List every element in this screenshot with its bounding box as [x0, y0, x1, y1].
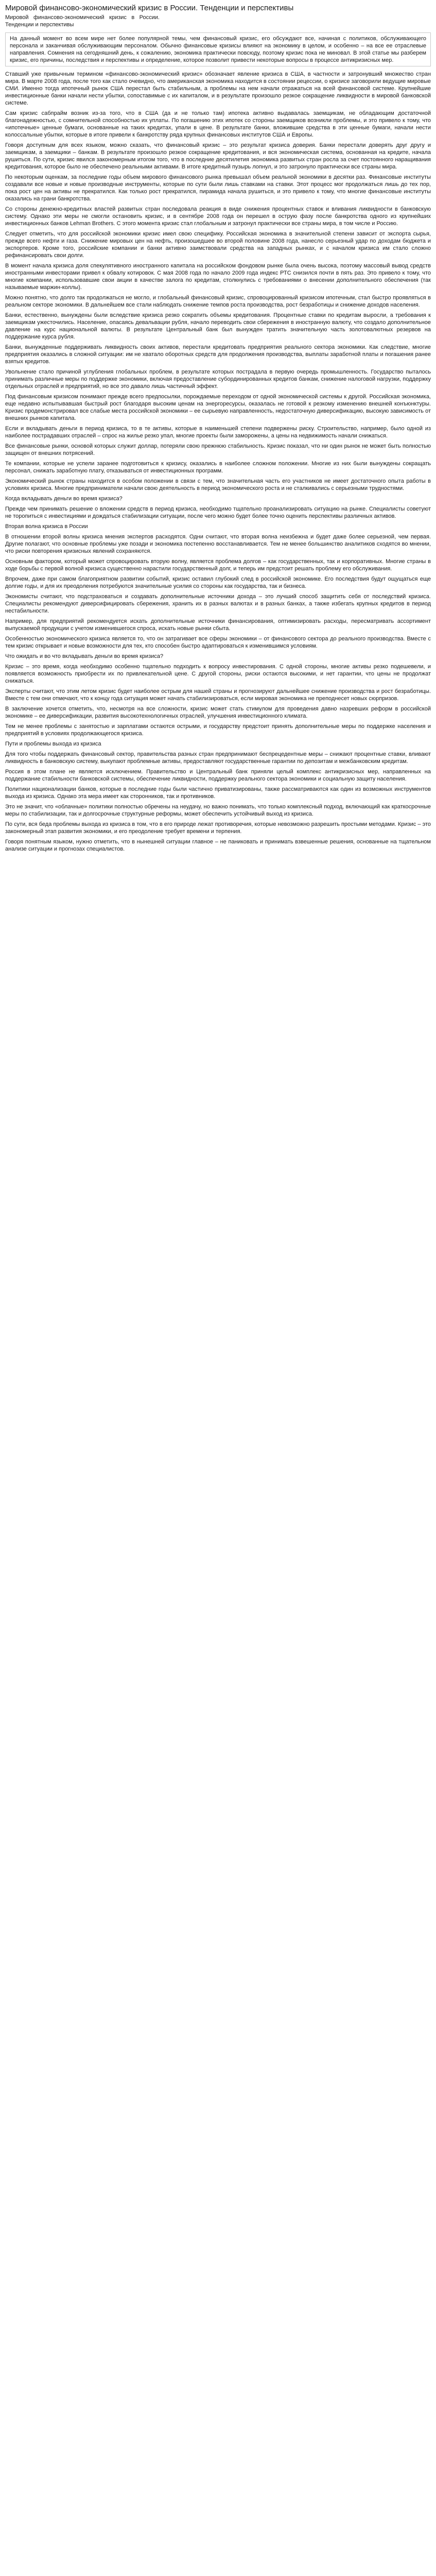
article-paragraph: Если и вкладывать деньги в период кризиса, то в те активы, которые в наименьшей степени подвержены риску. Строительство, например, было одной из наиболее пострадавших отраслей – спрос на жилье резко упал, многие проекты были заморожены, а цены на недвижимость начали снижаться. [5, 426, 431, 439]
article-paragraph: Впрочем, даже при самом благоприятном развитии событий, кризис оставил глубокий след в российской экономике. Его последствия будут ощущаться еще долгие годы, и для их преодоления потребуются значительные усилия со стороны как государства, так и бизнеса. [5, 576, 431, 589]
article-paragraph: В момент начала кризиса доля спекулятивного иностранного капитала на российском фондовом рынке была очень высока, поэтому массовый вывод средств иностранными инвесторами привел к обвалу котировок. С мая 2008 года по начало 2009 года индекс РТС снизился почти в пять раз. Это привело к тому, что многие компании, использовавшие свои акции в качестве залога по кредитам, столкнулись с требованиями о внесении дополнительного обеспечения (так называемые маржин-коллы). [5, 263, 431, 291]
article-paragraph: Прежде чем принимать решение о вложении средств в период кризиса, необходимо тщательно проанализировать ситуацию на рынке. Специалисты советуют не торопиться с инвестициями и дождаться стабилизации ситуации, после чего можно будет более точно оценить перспективы различных активов. [5, 506, 431, 519]
article-paragraph: Кризис – это время, когда необходимо особенно тщательно подходить к вопросу инвестирования. С одной стороны, многие активы резко подешевели, и появляется возможность приобрести их по привлекательной цене. С другой стороны, риски остаются высокими, и нет гарантии, что цены не продолжат снижаться. [5, 664, 431, 684]
article-paragraph: Тем не менее проблемы с занятостью и зарплатами остаются острыми, и государству предстоит принять дополнительные меры по поддержке населения и предприятий в условиях продолжающегося кризиса. [5, 723, 431, 737]
article-paragraph: По сути, вся беда проблемы выхода из кризиса в том, что в его природе лежат противоречия, которые невозможно разрешить простыми методами. Кризис – это закономерный этап развития экономики, и его преодоление требует времени и терпения. [5, 821, 431, 835]
breadcrumb[interactable]: Мировой финансово-экономический кризис в России. Тенденции и перспективы [5, 14, 160, 28]
page [0, 0, 436, 866]
article-paragraph: В отношении второй волны кризиса мнения экспертов расходятся. Одни считают, что вторая волна неизбежна и будет даже более серьезной, чем первая. Другие полагают, что основные проблемы уже позади и экономика постепенно восстанавливается. Тем не менее большинство аналитиков сходятся во мнении, что риски повторения кризисных явлений сохраняются. [5, 534, 431, 554]
article-paragraph: Это не значит, что «облачные» политики полностью обречены на неудачу, но важно понимать, что только комплексный подход, включающий как краткосрочные меры по стабилизации, так и долгосрочные структурные реформы, может обеспечить устойчивый выход из кризиса. [5, 804, 431, 817]
article-body [5, 71, 431, 853]
article-paragraph: Можно понятно, что долго так продолжаться не могло, и глобальный финансовый кризис, спровоцированный кризисом ипотечным, стал быстро проявляться в реальном секторе экономики. В дальнейшем все стали наблюдать снижение темпов роста производства, рост безработицы и снижение доходов населения. [5, 295, 431, 308]
article-paragraph: По некоторым оценкам, за последние годы объем мирового финансового рынка превышал объем реальной экономики в десятки раз. Финансовые институты создавали все новые и новые производные инструменты, которые по сути были лишь ставками на ставки. Этот процесс мог продолжаться лишь до тех пор, пока рост цен на активы не прекратился. Как только рост прекратился, пирамида начала рушиться, и это привело к тому, что многие финансовые институты оказались на грани банкротства. [5, 174, 431, 202]
lead-box [5, 32, 431, 66]
article-paragraph: Увольнение стало причиной углубления глобальных проблем, в результате которых пострадала в первую очередь промышленность. Государство пыталось принимать различные меры по поддержке экономики, включая предоставление субординированных кредитов банкам, снижение налоговой нагрузки, поддержку отдельных отраслей и предприятий, но все это давало лишь частичный эффект. [5, 369, 431, 389]
article-paragraph: Говоря понятным языком, нужно отметить, что в нынешней ситуации главное – не паниковать и принимать взвешенные решения, основанные на тщательном анализе ситуации и прогнозах специалистов. [5, 839, 431, 852]
article-paragraph: Со стороны денежно-кредитных властей развитых стран последовала реакция в виде снижения процентных ставок и вливания ликвидности в банковскую систему. Однако эти меры не смогли остановить кризис, и в сентябре 2008 года он перешел в острую фазу после банкротства одного из крупнейших инвестиционных банков Lehman Brothers. С этого момента кризис стал глобальным и затронул практически все страны мира, в том числе и Россию. [5, 206, 431, 227]
section-subheading: Вторая волна кризиса в России [5, 523, 88, 530]
section-subheading: Что ожидать и во что вкладывать деньги во время кризиса? [5, 653, 164, 659]
article-paragraph: Основным фактором, который может спровоцировать вторую волну, является проблема долгов – как государственных, так и корпоративных. Многие страны в ходе борьбы с первой волной кризиса существенно нарастили государственный долг, и теперь им предстоит решать проблему его обслуживания. [5, 558, 431, 572]
article-paragraph: Россия в этом плане не является исключением. Правительство и Центральный банк приняли целый комплекс антикризисных мер, направленных на поддержание стабильности банковской системы, обеспечение ликвидности, поддержку реального сектора экономики и социальную защиту населения. [5, 769, 431, 782]
article-paragraph: Говоря доступным для всех языком, можно сказать, что финансовый кризис – это результат кризиса доверия. Банки перестали доверять друг другу и заемщикам, а заемщики – банкам. В результате произошло резкое сокращение кредитования, и вся экономическая система, основанная на кредите, начала рушиться. По сути, кризис явился закономерным итогом того, что в последние десятилетия экономика развитых стран росла за счет постоянного наращивания кредитования, которое было не обеспечено реальными активами. В итоге кредитный пузырь лопнул, и это затронуло практически все страны мира. [5, 142, 431, 170]
article-paragraph: Например, для предприятий рекомендуется искать дополнительные источники финансирования, оптимизировать расходы, пересматривать ассортимент выпускаемой продукции с учетом изменившегося спроса, искать новые рынки сбыта. [5, 618, 431, 632]
article-paragraph: Банки, естественно, вынуждены были вследствие кризиса резко сократить объемы кредитования. Процентные ставки по кредитам выросли, а требования к заемщикам ужесточились. Население, опасаясь девальвации рубля, начало переводить свои сбережения в иностранную валюту, что создало дополнительное давление на курс национальной валюты. В результате Центральный банк был вынужден тратить значительную часть золотовалютных резервов на поддержание курса рубля. [5, 312, 431, 340]
article-paragraph: Все финансовые рынки, основой которых служит доллар, потеряли свою прежнюю стабильность. Кризис показал, что ни один рынок не может быть полностью защищен от внешних потрясений. [5, 443, 431, 456]
article-paragraph: Те компании, которые не успели заранее подготовиться к кризису, оказались в наиболее сложном положении. Многие из них были вынуждены сокращать персонал, снижать заработную плату, отказываться от инвестиционных программ. [5, 461, 431, 474]
article-paragraph: Политики национализации банков, которые в последние годы были частично приватизированы, также рассматриваются как один из возможных инструментов выхода из кризиса. Однако эта мера имеет как сторонников, так и противников. [5, 786, 431, 800]
article-paragraph: Для того чтобы поддержать финансовый сектор, правительства разных стран предпринимают беспрецедентные меры – снижают процентные ставки, вливают ликвидность в банковскую систему, выкупают проблемные активы, предоставляют государственные гарантии по депозитам и межбанковским кредитам. [5, 751, 431, 765]
article-paragraph: В заключение хочется отметить, что, несмотря на все сложности, кризис может стать стимулом для проведения давно назревших реформ в российской экономике – ее диверсификации, развития высокотехнологичных отраслей, улучшения инвестиционного климата. [5, 706, 431, 719]
article-paragraph: Банки, вынужденные поддерживать ликвидность своих активов, перестали кредитовать предприятия реального сектора экономики. Как следствие, многие предприятия оказались в сложной ситуации: им не хватало оборотных средств для продолжения производства, выплаты заработной платы и погашения ранее взятых кредитов. [5, 344, 431, 365]
section-subheading: Пути и проблемы выхода из кризиса [5, 741, 101, 747]
article-paragraph: Эксперты считают, что этим летом кризис будет наиболее острым для нашей страны и прогнозируют дальнейшее снижение производства и рост безработицы. Вместе с тем они отмечают, что к концу года ситуация может начать стабилизироваться, если мировая экономика не преподнесет новых сюрпризов. [5, 688, 431, 702]
section-subheading: Когда вкладывать деньги во время кризиса? [5, 496, 123, 502]
article-paragraph: Сам кризис сабпрайм возник из-за того, что в США (да и не только там) ипотека активно выдавалась заемщикам, не обладающим достаточной благонадежностью, с сомнительной способностью их уплаты. По погашению этих ипотек со стороны заемщиков возникли проблемы, и это привело к тому, что «ипотечные» ценные бумаги, основанные на таких кредитах, упали в цене. В результате банки, вложившие средства в эти ценные бумаги, начали нести колоссальные убытки, которые в итоге привели к банкротству ряда крупных финансовых институтов США и Европы. [5, 110, 431, 138]
article-paragraph: Экономический рынок страны находится в особом положении в связи с тем, что значительная часть его участников не имеет достаточного опыта работы в условиях кризиса. Многие предприниматели начали свою деятельность в период экономического роста и не сталкивались с серьезными трудностями. [5, 478, 431, 492]
article-paragraph: Ставший уже привычным термином «финансово-экономический кризис» обозначает явление кризиса в США, в частности и затронувший множество стран мира. В марте 2008 года, после того как стало очевидно, что американская экономика находится в состоянии рецессии, о кризисе заговорили ведущие мировые СМИ. Именно тогда ипотечный рынок США перестал быть стабильным, а проблемы на нем начали отражаться на всей финансовой системе. Крупнейшие инвестиционные банки начали нести убытки, сопоставимые с их капиталом, и в результате произошло резкое сокращение ликвидности в мировой банковской системе. [5, 71, 431, 106]
page-title: Мировой финансово-экономический кризис в России. Тенденции и перспективы [5, 4, 294, 12]
lead-text: На данный момент во всем мире нет более популярной темы, чем финансовый кризис, его обсуждают все, начиная с политиков, обслуживающего персонала и заканчивая обслуживающим персоналом. Обычно финансовые кризисы влияют на экономику в целом, и особенно – на все ее отраслевые направления. Сомнения на сегодняшний день, к сожалению, экономика практически повсюду, поэтому кризис пока не миновал. В этой статье мы разберем кризис, его причины, последствия и перспективы и определение, которое позволит привести некоторые вопросы в процессе антикризисных мер. [10, 36, 426, 63]
article-paragraph: Под финансовым кризисом понимают прежде всего предпосылки, порождаемые переходом от одной экономической системы к другой. Российская экономика, еще недавно испытывавшая быстрый рост благодаря высоким ценам на энергоресурсы, оказалась не готовой к резкому изменению внешней конъюнктуры. Кризис продемонстрировал все слабые места российской экономики – ее сырьевую направленность, недостаточную диверсификацию, высокую зависимость от внешних рынков капитала. [5, 394, 431, 421]
article-paragraph: Особенностью экономического кризиса является то, что он затрагивает все сферы экономики – от финансового сектора до реального производства. Вместе с тем кризис открывает и новые возможности для тех, кто способен быстро адаптироваться к изменившимся условиям. [5, 636, 431, 649]
article-paragraph: Экономисты считают, что подстраховаться и создавать дополнительные источники дохода – это лучший способ защитить себя от последствий кризиса. Специалисты рекомендуют диверсифицировать сбережения, хранить их в разных валютах и в разных банках, а также избегать крупных кредитов в период нестабильности. [5, 594, 431, 614]
article-paragraph: Следует отметить, что для российской экономики кризис имел свою специфику. Российская экономика в значительной степени зависит от экспорта сырья, прежде всего нефти и газа. Снижение мировых цен на нефть, произошедшее во второй половине 2008 года, нанесло серьезный удар по доходам бюджета и экспортеров. Кроме того, российские компании и банки активно заимствовали средства на западных рынках, и с началом кризиса им стало сложно рефинансировать свои долги. [5, 231, 431, 259]
